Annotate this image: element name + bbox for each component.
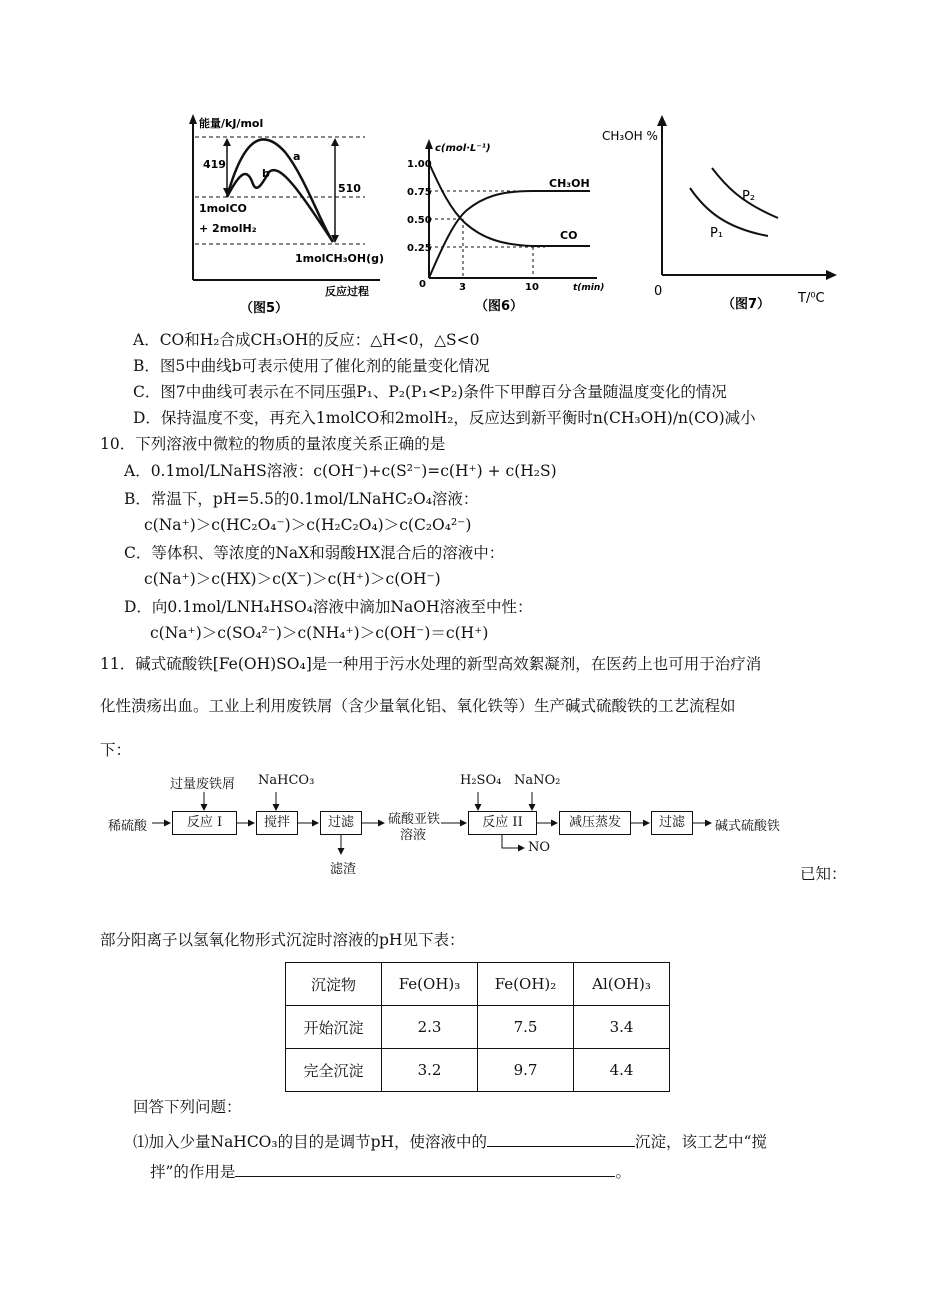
q9-option-c: C．图7中曲线可表示在不同压强P₁、P₂(P₁<P₂)条件下甲醇百分含量随温度变化的情况 — [133, 383, 727, 401]
fig6-caption: （图6） — [475, 299, 524, 314]
q11-sub1-text-a: ⑴加入少量NaHCO₃的目的是调节pH，使溶液中的 — [133, 1133, 488, 1151]
ph-table — [285, 962, 670, 1092]
fig7-origin: 0 — [654, 284, 663, 299]
table-header-cell: Al(OH)₃ — [574, 963, 670, 1006]
q11-sub1-end: 。 — [615, 1163, 631, 1181]
fig6-ytick-3: 0.50 — [407, 215, 432, 226]
flow-input-nano2: NaNO₂ — [514, 773, 561, 788]
q11-line-3: 下： — [100, 741, 132, 759]
fig7-p2: P₂ — [742, 189, 756, 204]
fig5-reactant-2: + 2molH₂ — [199, 222, 257, 235]
flow-box-filter-1: 过滤 — [320, 811, 362, 835]
q10-option-d: D．向0.1mol/LNH₄HSO₄溶液中滴加NaOH溶液至中性： — [124, 598, 533, 616]
table-header-cell: Fe(OH)₃ — [382, 963, 478, 1006]
flow-input-nahco3: NaHCO₃ — [258, 773, 315, 788]
q10-option-b: B．常温下，pH=5.5的0.1mol/LNaHC₂O₄溶液： — [124, 490, 479, 508]
flow-input-h2so4: H₂SO₄ — [460, 773, 502, 788]
q11-known: 已知： — [800, 865, 847, 883]
q11-sub1-text-b: 沉淀，该工艺中“搅 — [635, 1133, 767, 1151]
flow-box-reaction-1: 反应 I — [172, 811, 237, 835]
fig6-ylabel: c(mol·L⁻¹) — [435, 143, 491, 154]
flow-mid-solution: 溶液 — [400, 828, 427, 843]
table-cell: 9.7 — [478, 1049, 574, 1092]
flow-gas-no: NO — [528, 840, 551, 855]
table-header-row — [286, 963, 670, 1006]
flow-mid-ferrous-sulfate: 硫酸亚铁 — [388, 812, 441, 827]
q9-option-b: B．图5中曲线b可表示使用了催化剂的能量变化情况 — [133, 357, 490, 375]
fig6-xtick-10: 10 — [525, 282, 539, 293]
table-cell: 4.4 — [574, 1049, 670, 1092]
fig6-label-co: CO — [560, 229, 578, 242]
q11-line-1: 11．碱式硫酸铁[Fe(OH)SO₄]是一种用于污水处理的新型高效絮凝剂，在医药上也可用于治疗消 — [100, 655, 762, 673]
q10-option-c: C．等体积、等浓度的NaX和弱酸HX混合后的溶液中： — [124, 544, 505, 562]
q11-sub1-line2 — [150, 1160, 631, 1182]
fig6-label-ch3oh: CH₃OH — [549, 177, 590, 190]
q10-option-a: A．0.1mol/LNaHS溶液：c(OH⁻)+c(S²⁻)=c(H⁺) + c(H₂S) — [124, 462, 557, 480]
q11-sub1-line1 — [133, 1130, 767, 1152]
fig5-reactant-1: 1molCO — [199, 202, 247, 215]
q11-answer-prompt: 回答下列问题： — [133, 1098, 242, 1116]
fig5-curve-b: b — [262, 167, 270, 180]
fig6-xlabel: t(min) — [573, 283, 605, 293]
fig7-ylabel: CH₃OH % — [602, 129, 658, 143]
table-cell: 3.2 — [382, 1049, 478, 1092]
flow-box-stir: 搅拌 — [256, 811, 298, 835]
fig7-caption: （图7） — [722, 297, 771, 312]
fig5-curve-a: a — [293, 150, 301, 163]
q10-option-c-expr: c(Na⁺)＞c(HX)＞c(X⁻)＞c(H⁺)＞c(OH⁻) — [144, 570, 441, 588]
fig6-ytick-5: 0 — [419, 279, 426, 290]
flow-input-iron-scrap: 过量废铁屑 — [170, 777, 236, 792]
fig5-xlabel: 反应过程 — [325, 285, 369, 298]
fig7-p1: P₁ — [710, 226, 724, 241]
fig7-xlabel: T/⁰C — [798, 291, 825, 306]
q10-stem: 10．下列溶液中微粒的物质的量浓度关系正确的是 — [100, 435, 446, 453]
q10-option-b-expr: c(Na⁺)＞c(HC₂O₄⁻)＞c(H₂C₂O₄)＞c(C₂O₄²⁻) — [144, 516, 472, 534]
fig5-product: 1molCH₃OH(g) — [295, 252, 385, 265]
fig6-ytick-4: 0.25 — [407, 243, 432, 254]
flow-residue: 滤渣 — [330, 862, 357, 877]
fig6-xtick-3: 3 — [459, 282, 466, 293]
flow-box-evaporate: 减压蒸发 — [559, 811, 631, 835]
flow-start-dilute-acid: 稀硫酸 — [108, 819, 148, 834]
q9-option-a: A．CO和H₂合成CH₃OH的反应：△H<0，△S<0 — [133, 331, 480, 349]
fig5-ylabel: 能量/kJ/mol — [199, 117, 264, 130]
fig6-ytick-1: 1.00 — [407, 159, 432, 170]
table-row — [286, 1049, 670, 1092]
flow-box-reaction-2: 反应 II — [468, 811, 537, 835]
answer-blank-2[interactable] — [235, 1160, 615, 1177]
q11-table-intro: 部分阳离子以氢氧化物形式沉淀时溶液的pH见下表： — [100, 931, 465, 949]
q11-line-2: 化性溃疡出血。工业上利用废铁屑（含少量氧化铝、氧化铁等）生产碱式硫酸铁的工艺流程如 — [100, 697, 736, 715]
table-header-cell: Fe(OH)₂ — [478, 963, 574, 1006]
table-cell: 3.4 — [574, 1006, 670, 1049]
fig5-val-419: 419 — [203, 158, 226, 171]
table-cell: 7.5 — [478, 1006, 574, 1049]
fig5-caption: （图5） — [240, 301, 289, 316]
fig5-val-510: 510 — [338, 182, 361, 195]
table-row — [286, 1006, 670, 1049]
q10-option-d-expr: c(Na⁺)＞c(SO₄²⁻)＞c(NH₄⁺)＞c(OH⁻)＝c(H⁺) — [150, 624, 489, 642]
q9-option-d: D．保持温度不变，再充入1molCO和2molH₂，反应达到新平衡时n(CH₃OH)/n(CO)减小 — [133, 409, 756, 427]
table-cell: 开始沉淀 — [286, 1006, 382, 1049]
table-cell: 完全沉淀 — [286, 1049, 382, 1092]
fig6-ytick-2: 0.75 — [407, 187, 432, 198]
table-cell: 2.3 — [382, 1006, 478, 1049]
flow-box-filter-2: 过滤 — [651, 811, 693, 835]
q11-sub1-text-c: 拌”的作用是 — [150, 1163, 236, 1181]
flow-end-product: 碱式硫酸铁 — [715, 819, 781, 834]
answer-blank-1[interactable] — [487, 1130, 635, 1147]
table-header-cell: 沉淀物 — [286, 963, 382, 1006]
